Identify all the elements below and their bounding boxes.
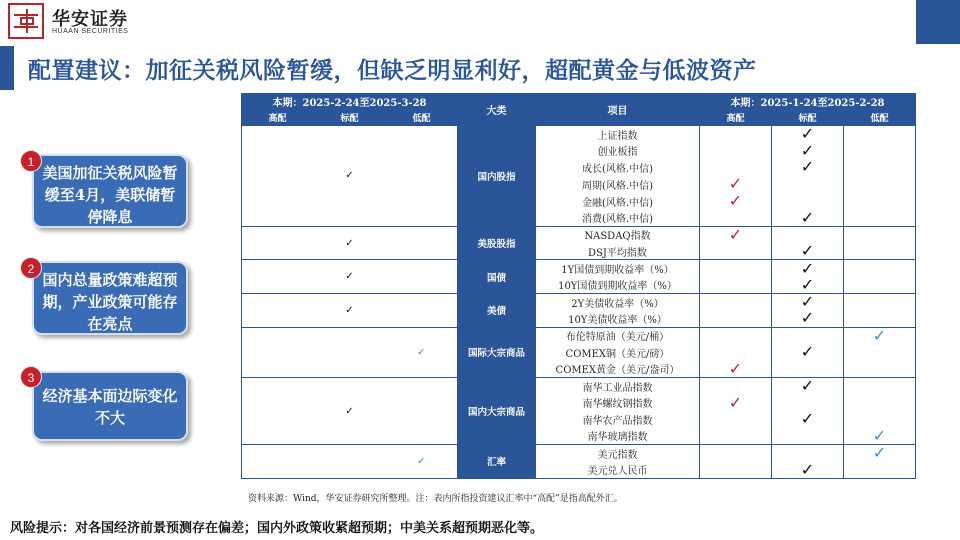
previous-allocation-cell	[844, 461, 916, 478]
previous-allocation-cell	[700, 461, 772, 478]
item-name-cell: 2Y美债收益率（%）	[536, 293, 700, 310]
previous-allocation-cell	[700, 243, 772, 260]
category-cell: 国内大宗商品	[458, 377, 536, 444]
table-row	[242, 327, 916, 344]
callout-box-1: 美国加征关税风险暂缓至4月，美联储暂停降息	[32, 154, 188, 228]
check-mark-icon: ✓	[728, 358, 743, 378]
previous-allocation-cell	[844, 361, 916, 378]
sub-header-underweight: 低配	[386, 110, 458, 126]
item-name-cell: 布伦特原油（美元/桶）	[536, 327, 700, 344]
category-cell: 国债	[458, 260, 536, 294]
check-mark-icon: ✓	[728, 224, 743, 244]
item-name-cell: COMEX铜（美元/磅）	[536, 344, 700, 361]
current-allocation-cell	[314, 445, 386, 479]
previous-allocation-cell	[844, 310, 916, 327]
item-name-cell: 创业板指	[536, 142, 700, 159]
previous-allocation-cell	[772, 310, 844, 327]
callout-box-2: 国内总量政策难超预期，产业政策可能存在亮点	[32, 261, 188, 335]
check-mark-icon: ✓	[800, 459, 815, 479]
company-logo-english: HUAAN SECURITIES	[52, 28, 129, 35]
sub-header-overweight: 高配	[700, 110, 772, 126]
company-logo-name: 华安证券	[52, 9, 128, 30]
previous-allocation-cell	[700, 445, 772, 462]
company-logo-mark	[8, 3, 44, 39]
item-name-cell: 1Y国债到期收益率（%）	[536, 260, 700, 277]
current-allocation-cell	[314, 226, 386, 260]
previous-allocation-cell	[700, 260, 772, 277]
current-allocation-cell	[242, 293, 314, 327]
previous-allocation-cell	[700, 226, 772, 243]
previous-allocation-cell	[700, 428, 772, 445]
source-note: 资料来源：Wind，华安证券研究所整理。注：表内所指投资建议汇率中“高配”是指高配外汇。	[248, 494, 623, 504]
current-allocation-cell	[242, 226, 314, 260]
check-mark-icon: ✓	[800, 207, 815, 227]
check-mark-icon: ✓	[872, 443, 887, 463]
previous-allocation-cell	[772, 428, 844, 445]
previous-allocation-cell	[844, 243, 916, 260]
current-allocation-cell	[242, 327, 314, 377]
previous-allocation-cell	[844, 425, 916, 445]
check-mark-icon: ✓	[728, 191, 743, 211]
current-period-header: 本期：2025-2-24至2025-3-28	[242, 94, 458, 110]
category-cell: 美股股指	[458, 226, 536, 260]
check-mark-icon: ✓	[800, 376, 815, 396]
current-allocation-cell	[314, 327, 386, 377]
current-allocation-cell	[314, 293, 386, 327]
sub-header-overweight: 高配	[242, 110, 314, 126]
previous-allocation-cell	[772, 361, 844, 378]
previous-allocation-cell	[844, 327, 916, 344]
check-mark-icon: ✓	[345, 170, 354, 182]
sub-header-underweight: 低配	[844, 110, 916, 126]
previous-allocation-cell	[844, 293, 916, 310]
check-mark-icon: ✓	[800, 274, 815, 294]
check-mark-icon: ✓	[800, 157, 815, 177]
item-name-cell: 周期(风格.中信)	[536, 176, 700, 193]
sub-header-neutral: 标配	[772, 110, 844, 126]
page-title: 配置建议：加征关税风险暂缓，但缺乏明显利好，超配黄金与低波资产	[28, 57, 757, 84]
current-allocation-cell	[386, 226, 458, 260]
previous-allocation-cell	[772, 159, 844, 176]
callout-number-badge: 1	[20, 150, 42, 172]
item-header: 项目	[536, 94, 700, 126]
previous-allocation-cell	[772, 274, 844, 294]
check-mark-icon: ✓	[728, 392, 743, 412]
current-allocation-cell	[386, 327, 458, 377]
current-allocation-cell	[242, 377, 314, 444]
item-name-cell: 上证指数	[536, 126, 700, 143]
current-allocation-cell	[314, 377, 386, 444]
check-mark-icon: ✓	[800, 241, 815, 261]
previous-allocation-cell	[772, 344, 844, 361]
previous-allocation-cell	[772, 209, 844, 226]
table-row	[242, 377, 916, 394]
item-name-cell: 成长(风格.中信)	[536, 159, 700, 176]
previous-allocation-cell	[844, 260, 916, 277]
previous-allocation-cell	[844, 277, 916, 294]
previous-allocation-cell	[700, 293, 772, 310]
item-name-cell: COMEX黄金（美元/盎司）	[536, 361, 700, 378]
item-name-cell: 南华工业品指数	[536, 377, 700, 394]
check-mark-icon: ✓	[345, 271, 354, 283]
table-row	[242, 226, 916, 243]
title-accent-bar	[0, 46, 14, 90]
previous-allocation-cell	[844, 209, 916, 226]
check-mark-icon: ✓	[728, 174, 743, 194]
previous-allocation-cell	[700, 394, 772, 411]
previous-allocation-cell	[700, 126, 772, 143]
item-name-cell: NASDAQ指数	[536, 226, 700, 243]
previous-allocation-cell	[700, 327, 772, 344]
risk-warning: 风险提示：对各国经济前景预测存在偏差；国内外政策收紧超预期；中美关系超预期恶化等。	[10, 521, 544, 536]
allocation-table	[241, 93, 916, 479]
previous-allocation-cell	[772, 176, 844, 193]
check-mark-icon: ✓	[417, 346, 426, 358]
table-row	[242, 293, 916, 310]
check-mark-icon: ✓	[417, 455, 426, 467]
item-name-cell: 金融(风格.中信)	[536, 193, 700, 210]
previous-allocation-cell	[700, 358, 772, 378]
item-name-cell: 10Y国债到期收益率（%）	[536, 277, 700, 294]
previous-allocation-cell	[844, 126, 916, 143]
previous-allocation-cell	[844, 159, 916, 176]
previous-allocation-cell	[700, 209, 772, 226]
previous-period-header: 本期：2025-1-24至2025-2-28	[700, 94, 916, 110]
item-name-cell: 南华螺纹钢指数	[536, 394, 700, 411]
current-allocation-cell	[314, 260, 386, 294]
check-mark-icon: ✓	[345, 237, 354, 249]
previous-allocation-cell	[700, 277, 772, 294]
callout-box-3: 经济基本面边际变化不大	[32, 371, 188, 441]
table-row	[242, 445, 916, 462]
previous-allocation-cell	[844, 176, 916, 193]
current-allocation-cell	[386, 445, 458, 479]
item-name-cell: 美元指数	[536, 445, 700, 462]
previous-allocation-cell	[700, 310, 772, 327]
check-mark-icon: ✓	[800, 342, 815, 362]
previous-allocation-cell	[844, 193, 916, 210]
current-allocation-cell	[314, 126, 386, 227]
previous-allocation-cell	[700, 193, 772, 210]
current-allocation-cell	[242, 445, 314, 479]
current-allocation-cell	[242, 260, 314, 294]
check-mark-icon: ✓	[872, 425, 887, 445]
check-mark-icon: ✓	[345, 304, 354, 316]
allocation-table-body	[242, 126, 916, 479]
previous-allocation-cell	[772, 411, 844, 428]
callout-number-badge: 3	[20, 366, 42, 388]
item-name-cell: DSJ平均指数	[536, 243, 700, 260]
category-header: 大类	[458, 94, 536, 126]
item-name-cell: 南华玻璃指数	[536, 428, 700, 445]
check-mark-icon: ✓	[800, 409, 815, 429]
table-row	[242, 126, 916, 143]
item-name-cell: 美元兑人民币	[536, 461, 700, 478]
previous-allocation-cell	[844, 142, 916, 159]
previous-allocation-cell	[844, 226, 916, 243]
check-mark-icon: ✓	[800, 308, 815, 328]
table-row	[242, 260, 916, 277]
check-mark-icon: ✓	[345, 405, 354, 417]
item-name-cell: 消费(风格.中信)	[536, 209, 700, 226]
category-cell: 国际大宗商品	[458, 327, 536, 377]
previous-allocation-cell	[772, 461, 844, 478]
callout-number-badge: 2	[20, 257, 42, 279]
corner-decoration	[916, 0, 960, 44]
check-mark-icon: ✓	[800, 124, 815, 144]
item-name-cell: 10Y美债收益率（%）	[536, 310, 700, 327]
previous-allocation-cell	[844, 445, 916, 462]
current-allocation-cell	[386, 377, 458, 444]
previous-allocation-cell	[844, 377, 916, 394]
previous-allocation-cell	[700, 142, 772, 159]
check-mark-icon: ✓	[872, 325, 887, 345]
sub-header-neutral: 标配	[314, 110, 386, 126]
current-allocation-cell	[242, 126, 314, 227]
current-allocation-cell	[386, 293, 458, 327]
category-cell: 国内股指	[458, 126, 536, 227]
current-allocation-cell	[386, 126, 458, 227]
previous-allocation-cell	[700, 411, 772, 428]
category-cell: 美债	[458, 293, 536, 327]
check-mark-icon: ✓	[800, 258, 815, 278]
category-cell: 汇率	[458, 445, 536, 479]
check-mark-icon: ✓	[800, 292, 815, 312]
previous-allocation-cell	[844, 394, 916, 411]
previous-allocation-cell	[772, 243, 844, 260]
previous-allocation-cell	[844, 344, 916, 361]
check-mark-icon: ✓	[800, 140, 815, 160]
item-name-cell: 南华农产品指数	[536, 411, 700, 428]
current-allocation-cell	[386, 260, 458, 294]
previous-allocation-cell	[772, 377, 844, 394]
